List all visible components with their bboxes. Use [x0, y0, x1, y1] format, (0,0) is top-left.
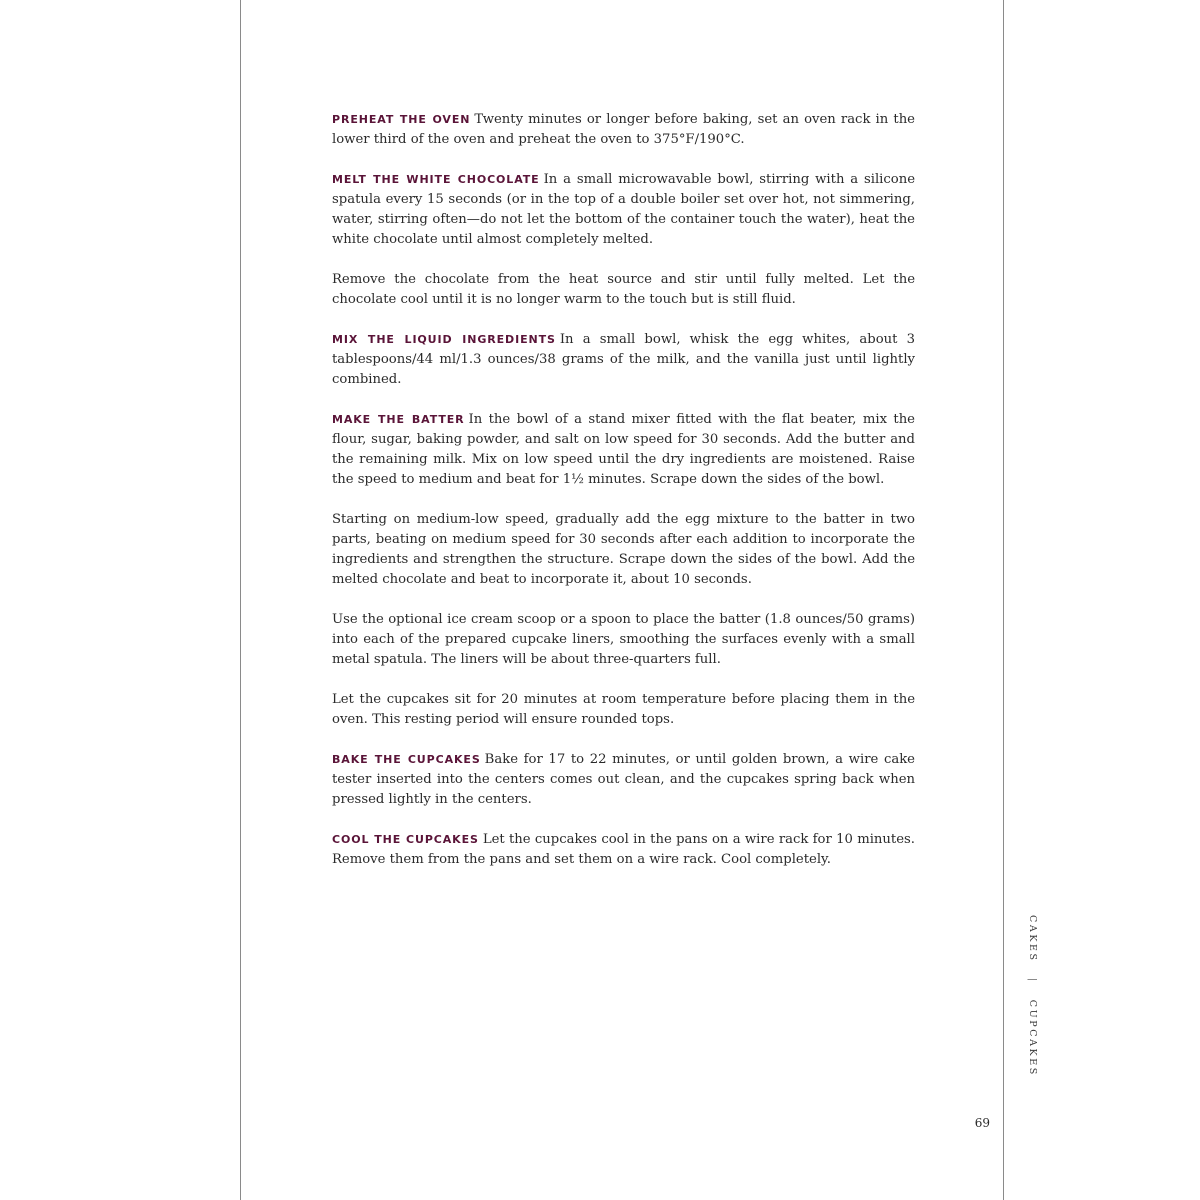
paragraph-remove-chocolate [332, 270, 915, 310]
step-heading: PREHEAT THE OVEN [332, 113, 471, 126]
paragraph-text: In a small microwavable bowl, stirring with a silicone spatula every 15 seconds (or in the top of a double boiler set over hot, not simmering, water, stirring often—do not let the bottom of the container touch the water), heat the white chocolate until almost completely melted. [332, 172, 916, 247]
paragraph-text: Remove the chocolate from the heat source and stir until fully melted. Let the chocolate cool until it is no longer warm to the touch but is still fluid. [332, 272, 915, 307]
running-head-section: CAKES [1027, 915, 1038, 963]
step-heading: MAKE THE BATTER [332, 413, 465, 426]
running-head-subsection: CUPCAKES [1027, 999, 1038, 1077]
step-heading: COOL THE CUPCAKES [332, 833, 479, 846]
paragraph-bake [332, 750, 915, 810]
running-head-separator: | [1027, 978, 1038, 985]
paragraph-text: Bake for 17 to 22 minutes, or until golden brown, a wire cake tester inserted into the centers comes out clean, and the cupcakes spring back when pressed lightly in the centers. [332, 752, 915, 807]
recipe-method-text [332, 110, 915, 890]
page-number: 69 [974, 1116, 990, 1130]
book-page [240, 0, 1004, 1200]
paragraph-text: Use the optional ice cream scoop or a spoon to place the batter (1.8 ounces/50 grams) into each of the prepared cupcake liners, smoothing the surfaces evenly with a small metal spatula. The liners will be about three-quarters full. [332, 612, 915, 667]
step-heading: BAKE THE CUPCAKES [332, 753, 481, 766]
paragraph-text: Twenty minutes or longer before baking, set an oven rack in the lower third of the oven and preheat the oven to 375°F/190°C. [332, 112, 915, 147]
paragraph-text: Starting on medium-low speed, gradually add the egg mixture to the batter in two parts, beating on medium speed for 30 seconds after each addition to incorporate the ingredients and strengthen the structure. Scrape down the sides of the bowl. Add the melted chocolate and beat to incorporate it, about 10 seconds. [332, 512, 915, 587]
paragraph-text: Let the cupcakes sit for 20 minutes at room temperature before placing them in the oven. This resting period will ensure rounded tops. [332, 692, 915, 727]
paragraph-text: In a small bowl, whisk the egg whites, about 3 tablespoons/44 ml/1.3 ounces/38 grams of the milk, and the vanilla just until lightly combined. [332, 332, 915, 387]
paragraph-preheat [332, 110, 915, 150]
step-heading: MELT THE WHITE CHOCOLATE [332, 173, 540, 186]
paragraph-cool [332, 830, 915, 870]
paragraph-mix-liquid [332, 330, 915, 390]
paragraph-scoop-batter [332, 610, 915, 670]
paragraph-make-batter [332, 410, 915, 490]
paragraph-egg-mixture [332, 510, 915, 590]
step-heading: MIX THE LIQUID INGREDIENTS [332, 333, 556, 346]
paragraph-melt-chocolate [332, 170, 915, 250]
paragraph-rest-cupcakes [332, 690, 915, 730]
paragraph-text: Let the cupcakes cool in the pans on a wire rack for 10 minutes. Remove them from the pans and set them on a wire rack. Cool completely. [332, 832, 915, 867]
running-head [1018, 915, 1038, 1077]
paragraph-text: In the bowl of a stand mixer fitted with the flat beater, mix the flour, sugar, baking powder, and salt on low speed for 30 seconds. Add the butter and the remaining milk. Mix on low speed until the dry ingredients are moistened. Raise the speed to medium and beat for 1½ minutes. Scrape down the sides of the bowl. [332, 412, 915, 487]
